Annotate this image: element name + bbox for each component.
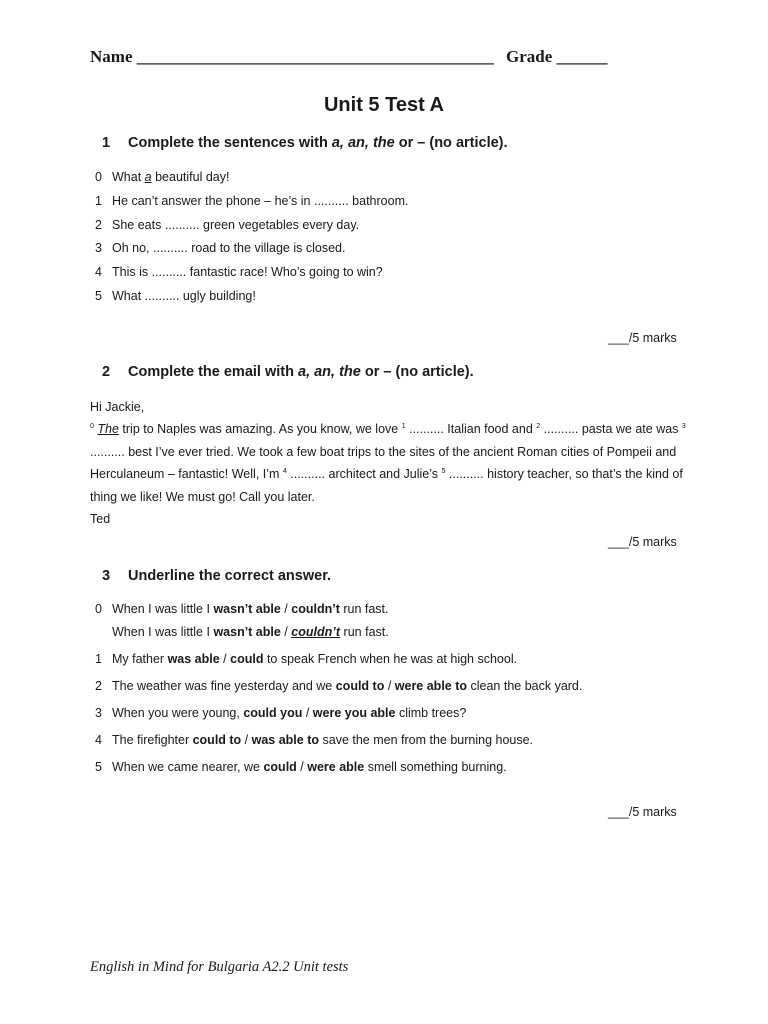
section-2-heading-italic: a, an, the (298, 364, 361, 380)
page-title: Unit 5 Test A (323, 94, 444, 116)
gap-number: 5 (441, 468, 446, 476)
email-text: .......... architect and Julie’s (286, 467, 442, 482)
option-2[interactable]: was able to (251, 733, 320, 747)
item-text: save the men from the burning house. (319, 733, 534, 747)
option-separator: / (296, 760, 308, 774)
item-text: The weather was fine yesterday and we (112, 679, 336, 693)
item-text: What .......... ugly building! (112, 289, 256, 303)
section-1-heading-suffix: or – (no article). (394, 135, 508, 151)
name-field[interactable] (90, 47, 494, 67)
option-2[interactable]: were you able (312, 706, 396, 720)
item-text: What (112, 170, 145, 184)
gap-number: 3 (681, 423, 686, 431)
gap-number: 0 (90, 423, 94, 431)
option-2[interactable]: could (230, 652, 264, 666)
option-1[interactable]: was able (167, 652, 220, 666)
option-separator: / (219, 652, 231, 666)
item-number: 2 (95, 218, 102, 232)
s1-example-item (95, 170, 229, 184)
option-separator: / (302, 706, 313, 720)
section-2-heading-prefix: Complete the email with (128, 364, 298, 380)
item-number: 4 (95, 733, 102, 747)
item-text: run fast. (340, 625, 389, 639)
email-signoff: Ted (90, 512, 111, 527)
section-1-marks[interactable]: ___/5 marks (608, 331, 677, 345)
option-2[interactable]: were able (307, 760, 365, 774)
option-1[interactable]: could you (243, 706, 303, 720)
option-2: couldn’t (291, 602, 340, 616)
section-2-heading (102, 364, 474, 380)
section-1-number: 1 (102, 135, 111, 151)
email-text: .......... history teacher, so that’s the kind of thing we like! We must go! Call you later. (90, 467, 683, 504)
section-2-number: 2 (102, 364, 111, 380)
option-separator: / (280, 625, 292, 639)
option-separator: / (280, 602, 292, 616)
s1-item-2[interactable] (95, 218, 359, 232)
section-1-heading-prefix: Complete the sentences with (128, 135, 332, 151)
item-text: When you were young, (112, 706, 244, 720)
option-1[interactable]: could to (335, 679, 385, 693)
section-1-heading-italic: a, an, the (331, 135, 395, 151)
gap-number: 1 (401, 423, 406, 431)
email-paragraph (90, 418, 702, 508)
section-3-marks[interactable]: ___/5 marks (608, 805, 677, 819)
gap-number: 4 (282, 468, 287, 476)
section-2-marks[interactable]: ___/5 marks (608, 535, 677, 549)
s1-item-4[interactable] (95, 265, 383, 279)
email-text: .......... pasta we ate was (540, 422, 682, 437)
item-text: beautiful day! (151, 170, 230, 184)
item-text: She eats .......... green vegetables every day. (112, 218, 360, 232)
option-1[interactable]: could to (192, 733, 242, 747)
email-text: .......... Italian food and (405, 422, 537, 437)
item-text: When I was little I (112, 625, 214, 639)
section-3-number: 3 (102, 568, 111, 584)
grade-field[interactable] (506, 47, 608, 67)
item-text: climb trees? (395, 706, 467, 720)
item-text: This is .......... fantastic race! Who’s going to win? (112, 265, 383, 279)
item-number: 1 (95, 194, 102, 208)
example-answer: a (144, 170, 152, 184)
item-text: When we came nearer, we (112, 760, 264, 774)
name-line[interactable]: __________________________________________ (136, 47, 494, 66)
item-number: 3 (95, 706, 102, 720)
item-text: clean the back yard. (467, 679, 583, 693)
s1-item-3[interactable] (95, 241, 345, 255)
item-number: 0 (95, 602, 102, 616)
item-number: 5 (95, 760, 102, 774)
item-text: run fast. (339, 602, 389, 616)
option-separator: / (384, 679, 395, 693)
item-number: 5 (95, 289, 102, 303)
option-1: wasn’t able (213, 625, 281, 639)
item-number: 0 (95, 170, 102, 184)
item-number: 4 (95, 265, 102, 279)
item-text: The firefighter (112, 733, 193, 747)
item-number: 3 (95, 241, 102, 255)
section-1-heading (102, 135, 508, 151)
gap-number: 2 (536, 423, 541, 431)
s3-item-3[interactable] (95, 706, 466, 720)
email-body (90, 396, 702, 530)
section-2-heading-suffix: or – (no article). (360, 364, 474, 380)
page-footer: English in Mind for Bulgaria A2.2 Unit tests (90, 959, 349, 975)
s3-item-1[interactable] (95, 652, 517, 666)
s3-example-line-2 (112, 625, 389, 639)
section-3-heading (102, 568, 331, 584)
email-text: trip to Naples was amazing. As you know, we love (118, 422, 402, 437)
s1-item-1[interactable] (95, 194, 408, 208)
item-text: He can’t answer the phone – he’s in .......... bathroom. (112, 194, 409, 208)
item-text: smell something burning. (364, 760, 507, 774)
item-number: 1 (95, 652, 102, 666)
example-answer: couldn’t (291, 625, 341, 639)
item-text: When I was little I (112, 602, 214, 616)
email-text: .......... best I’ve ever tried. We took a few boat trips to the sites of the ancient Roman cities of Pompeii and Herculaneum – fantastic! Well, I’m (90, 444, 677, 482)
s3-example-line-1 (95, 602, 389, 616)
option-1: wasn’t able (213, 602, 281, 616)
item-number: 2 (95, 679, 102, 693)
s3-item-4[interactable] (95, 733, 533, 747)
s3-item-5[interactable] (95, 760, 507, 774)
grade-line[interactable]: ______ (556, 47, 608, 66)
option-2[interactable]: were able to (394, 679, 468, 693)
option-1[interactable]: could (263, 760, 297, 774)
item-text: Oh no, .......... road to the village is closed. (112, 241, 346, 255)
email-greeting: Hi Jackie, (90, 400, 145, 414)
grade-label: Grade (506, 47, 553, 66)
option-separator: / (241, 733, 252, 747)
item-text: to speak French when he was at high school. (263, 652, 518, 666)
s1-item-5[interactable] (95, 289, 256, 303)
item-text: My father (112, 652, 168, 666)
name-label: Name (90, 47, 133, 66)
section-3-heading-text: Underline the correct answer. (128, 568, 332, 584)
example-answer: The (97, 422, 119, 437)
s3-item-2[interactable] (95, 679, 582, 693)
